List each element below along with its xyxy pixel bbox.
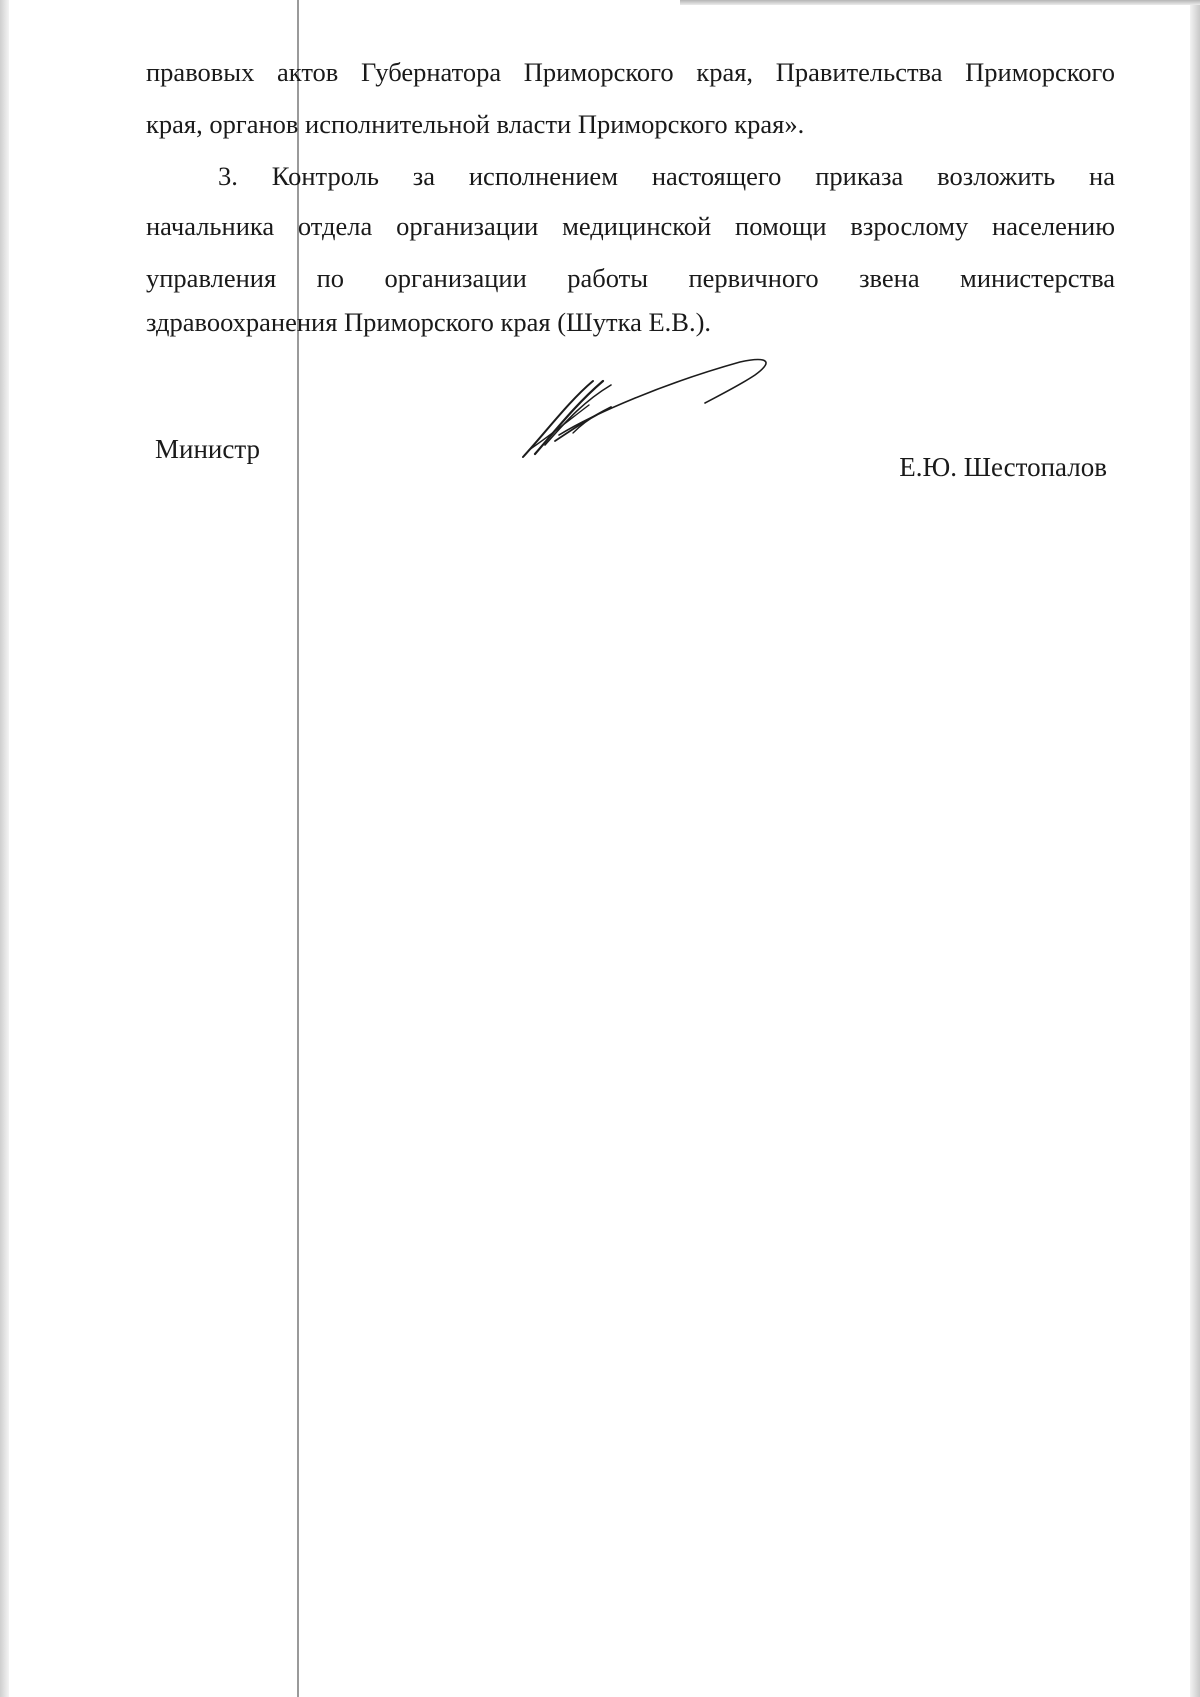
scan-edge-left (0, 0, 9, 1697)
signer-title: Министр (155, 434, 260, 464)
scan-edge-right (1190, 0, 1200, 1697)
signer-name: Е.Ю. Шестопалов (899, 452, 1107, 482)
paragraph-2-line-2: начальника отдела организации медицинской помощи взрослому населению (146, 211, 1115, 241)
paragraph-1-line-1: правовых актов Губернатора Приморского края, Правительства Приморского (146, 57, 1115, 87)
paragraph-2-line-4: здравоохранения Приморского края (Шутка Е.В.). (146, 307, 712, 337)
paragraph-2-line-3: управления по организации работы первичного звена министерства (146, 263, 1115, 293)
scan-edge-top (680, 0, 1200, 5)
paragraph-1-line-2: края, органов исполнительной власти Приморского края». (146, 109, 805, 139)
paragraph-2-line-1: 3. Контроль за исполнением настоящего приказа возложить на (218, 161, 1115, 191)
handwritten-signature (515, 345, 815, 465)
